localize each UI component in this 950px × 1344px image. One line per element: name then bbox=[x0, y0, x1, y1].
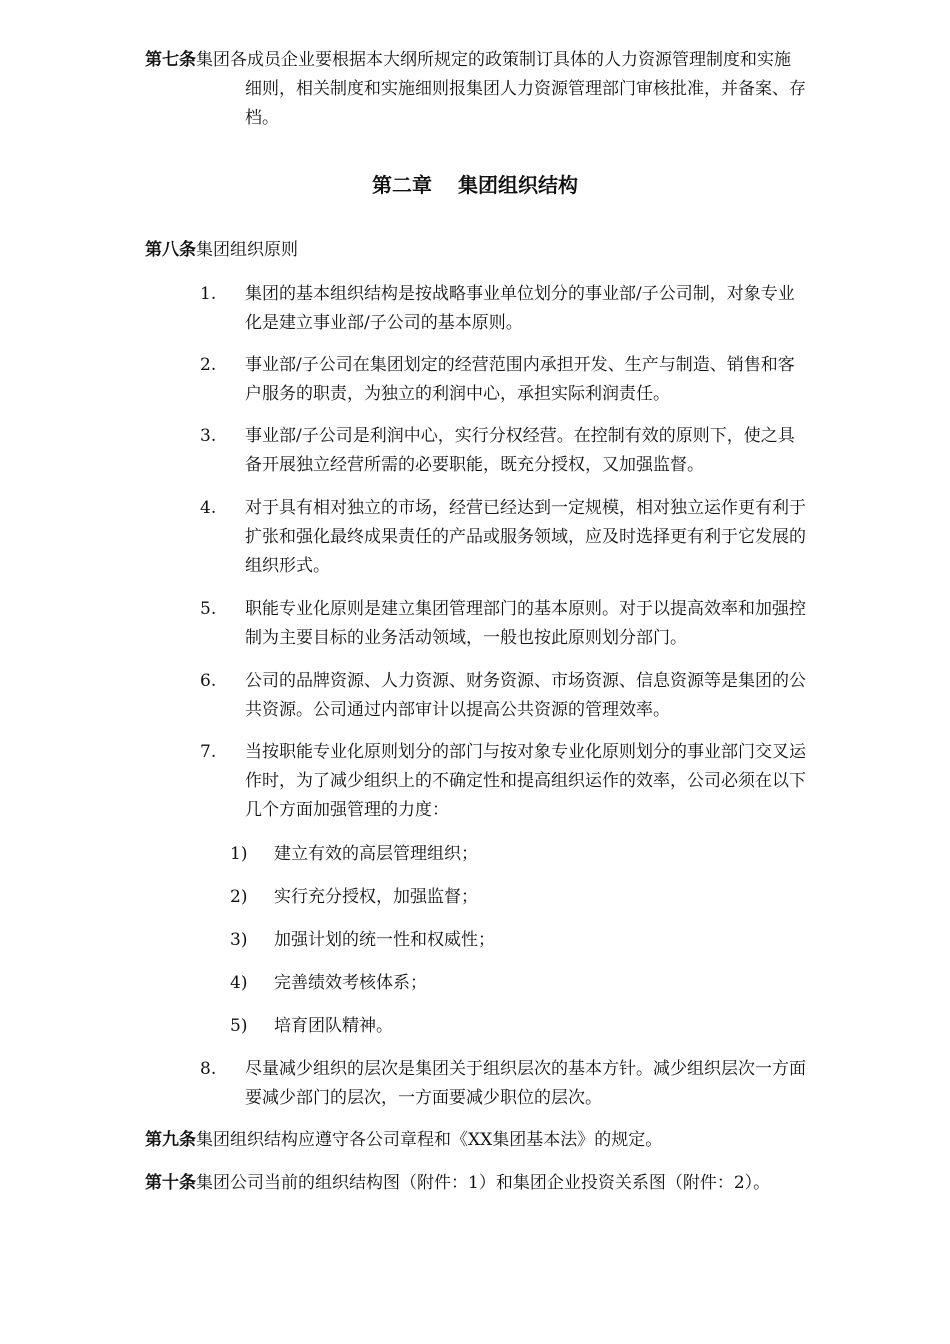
article-7-text-line-1: 集团各成员企业要根据本大纲所规定的政策制订具体的人力资源管理制度和实施 bbox=[196, 50, 791, 70]
list-item-text bbox=[245, 422, 885, 480]
list-item-line: 事业部/子公司是利润中心，实行分权经营。在控制有效的原则下，使之具 bbox=[245, 426, 795, 446]
list-item-line: 事业部/子公司在集团划定的经营范围内承担开发、生产与制造、销售和客 bbox=[245, 355, 795, 375]
list-item-line: 共资源。公司通过内部审计以提高公共资源的管理效率。 bbox=[245, 700, 670, 720]
list-item-line: 化是建立事业部/子公司的基本原则。 bbox=[245, 313, 523, 333]
list-item-line: 制为主要目标的业务活动领域，一般也按此原则划分部门。 bbox=[245, 628, 687, 648]
sub-list-item-text: 培育团队精神。 bbox=[274, 1016, 393, 1036]
list-item-number: 3. bbox=[200, 426, 217, 446]
sub-list-item-number: 5) bbox=[230, 1016, 248, 1036]
sub-list-item-number: 2) bbox=[230, 887, 248, 907]
list-item-number: 1. bbox=[200, 284, 217, 304]
list-item-line: 作时，为了减少组织上的不确定性和提高组织运作的效率，公司必须在以下 bbox=[245, 771, 806, 791]
list-item-number: 6. bbox=[200, 671, 217, 691]
article-10-text: 集团公司当前的组织结构图（附件：1）和集团企业投资关系图（附件：2）。 bbox=[196, 1173, 771, 1193]
list-item-number: 7. bbox=[200, 742, 217, 762]
article-9-label: 第九条 bbox=[145, 1130, 196, 1150]
article-8-label: 第八条 bbox=[145, 240, 196, 260]
list-item-line: 要减少部门的层次，一方面要减少职位的层次。 bbox=[245, 1088, 602, 1108]
article-7-text-line-2: 细则，相关制度和实施细则报集团人力资源管理部门审核批准，并备案、存 bbox=[245, 79, 806, 99]
article-7-text-line-3: 档。 bbox=[245, 108, 279, 128]
chapter-heading bbox=[0, 170, 950, 200]
article-9-text: 集团组织结构应遵守各公司章程和《XX集团基本法》的规定。 bbox=[196, 1130, 663, 1150]
list-item-line: 组织形式。 bbox=[245, 556, 330, 576]
list-item-text bbox=[245, 595, 885, 653]
list-item-text bbox=[245, 494, 885, 581]
list-item-line: 职能专业化原则是建立集团管理部门的基本原则。对于以提高效率和加强控 bbox=[245, 599, 806, 619]
article-10-label: 第十条 bbox=[145, 1173, 196, 1193]
list-item-text bbox=[245, 280, 885, 338]
article-7-first-line bbox=[145, 46, 880, 75]
list-item-number: 2. bbox=[200, 355, 217, 375]
article-7 bbox=[145, 46, 880, 133]
list-item-line: 当按职能专业化原则划分的部门与按对象专业化原则划分的事业部门交叉运 bbox=[245, 742, 806, 762]
sub-list-item-number: 3) bbox=[230, 930, 248, 950]
article-7-label: 第七条 bbox=[145, 50, 196, 70]
list-item-line: 几个方面加强管理的力度： bbox=[245, 800, 449, 820]
list-item-text bbox=[245, 738, 885, 825]
article-9 bbox=[145, 1126, 662, 1155]
list-item-line: 扩张和强化最终成果责任的产品或服务领域，应及时选择更有利于它发展的 bbox=[245, 527, 806, 547]
article-8-heading bbox=[145, 236, 298, 265]
list-item-number: 4. bbox=[200, 498, 217, 518]
list-item-number: 8. bbox=[200, 1059, 217, 1079]
sub-list-item-number: 4) bbox=[230, 973, 248, 993]
sub-list-item-text: 实行充分授权，加强监督； bbox=[274, 887, 478, 907]
sub-list-item-text: 加强计划的统一性和权威性； bbox=[274, 930, 495, 950]
chapter-number: 第二章 bbox=[372, 173, 432, 197]
list-item-line: 对于具有相对独立的市场，经营已经达到一定规模，相对独立运作更有利于 bbox=[245, 498, 806, 518]
list-item-line: 公司的品牌资源、人力资源、财务资源、市场资源、信息资源等是集团的公 bbox=[245, 671, 806, 691]
sub-list-item-text: 完善绩效考核体系； bbox=[274, 973, 427, 993]
list-item-line: 尽量减少组织的层次是集团关于组织层次的基本方针。减少组织层次一方面 bbox=[245, 1059, 806, 1079]
article-10 bbox=[145, 1169, 770, 1198]
list-item-line: 备开展独立经营所需的必要职能，既充分授权，又加强监督。 bbox=[245, 455, 704, 475]
list-item-line: 户服务的职责，为独立的利润中心，承担实际利润责任。 bbox=[245, 384, 670, 404]
chapter-title: 集团组织结构 bbox=[458, 173, 578, 197]
list-item-text bbox=[245, 667, 885, 725]
article-8-title: 集团组织原则 bbox=[196, 240, 298, 260]
sub-list-item-number: 1) bbox=[230, 844, 248, 864]
sub-list-item-text: 建立有效的高层管理组织； bbox=[274, 844, 478, 864]
list-item-text bbox=[245, 1055, 885, 1113]
list-item-line: 集团的基本组织结构是按战略事业单位划分的事业部/子公司制，对象专业 bbox=[245, 284, 795, 304]
list-item-number: 5. bbox=[200, 599, 217, 619]
list-item-text bbox=[245, 351, 885, 409]
